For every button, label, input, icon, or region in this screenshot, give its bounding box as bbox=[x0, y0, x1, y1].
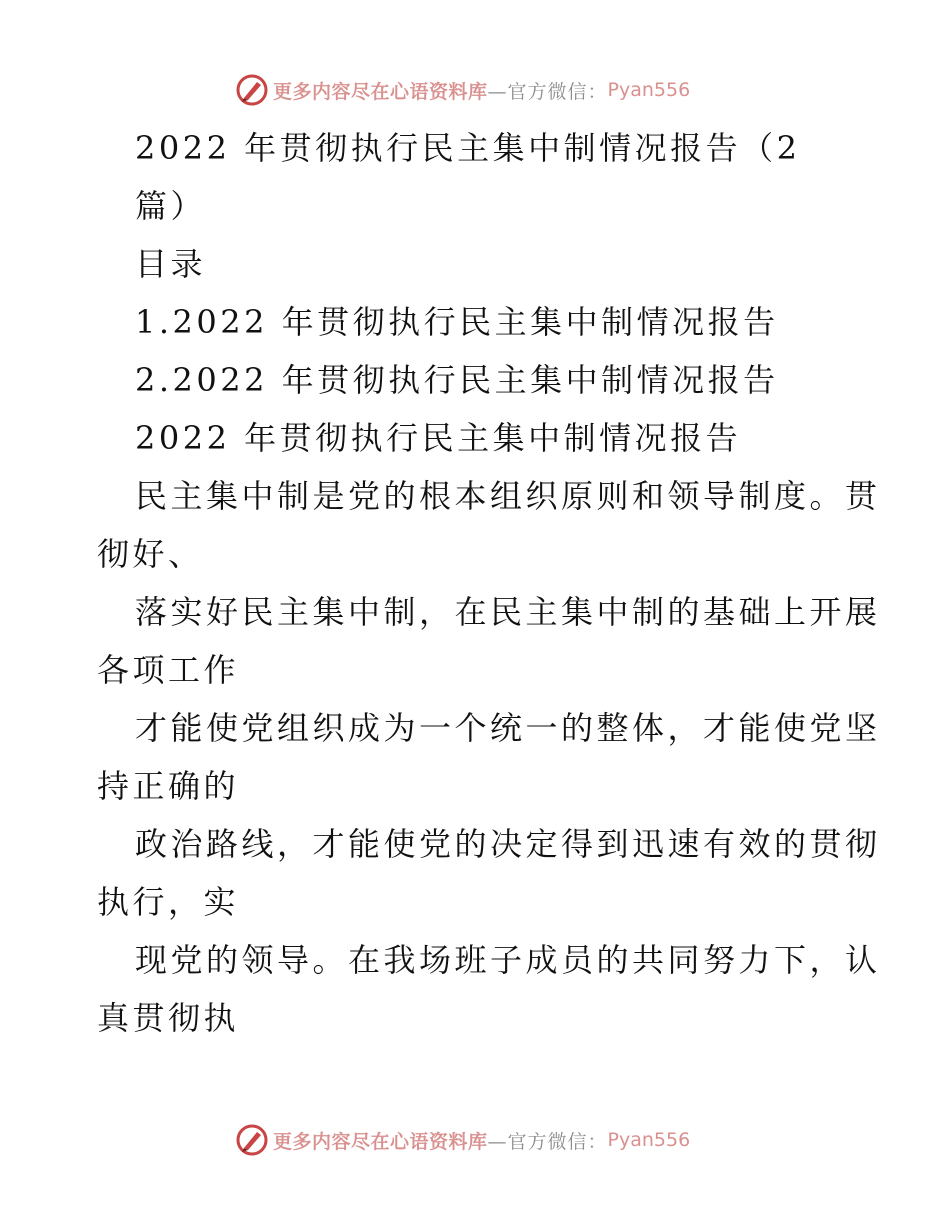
body-line: 现党的领导。在我场班子成员的共同努力下，认 bbox=[135, 941, 881, 979]
document-title-line-2: 篇） bbox=[135, 187, 207, 225]
toc-heading: 目录 bbox=[135, 245, 207, 283]
pen-logo-icon bbox=[235, 1123, 269, 1157]
watermark-wechat-id: Pyan556 bbox=[607, 79, 691, 101]
toc-item-1: 1.2022 年贯彻执行民主集中制情况报告 bbox=[135, 303, 779, 341]
body-line: 彻好、 bbox=[97, 535, 204, 573]
watermark-sub-text: —官方微信： bbox=[487, 1130, 608, 1153]
body-line: 落实好民主集中制，在民主集中制的基础上开展 bbox=[135, 593, 881, 631]
body-line: 政治路线，才能使党的决定得到迅速有效的贯彻 bbox=[135, 825, 881, 863]
document-title-line-1: 2022 年贯彻执行民主集中制情况报告（2 bbox=[135, 129, 801, 167]
body-line: 民主集中制是党的根本组织原则和领导制度。贯 bbox=[135, 477, 881, 515]
body-line: 执行，实 bbox=[97, 883, 240, 921]
body-line: 才能使党组织成为一个统一的整体，才能使党坚 bbox=[135, 709, 881, 747]
body-line: 持正确的 bbox=[97, 767, 240, 805]
section-title: 2022 年贯彻执行民主集中制情况报告 bbox=[135, 419, 742, 457]
watermark-main-text: 更多内容尽在心语资料库 bbox=[273, 1130, 488, 1153]
watermark-footer bbox=[235, 1122, 755, 1158]
body-line: 真贯彻执 bbox=[97, 999, 240, 1037]
body-line: 各项工作 bbox=[97, 651, 240, 689]
watermark-main-text: 更多内容尽在心语资料库 bbox=[273, 80, 488, 103]
toc-item-2: 2.2022 年贯彻执行民主集中制情况报告 bbox=[135, 361, 779, 399]
watermark-sub-text: —官方微信： bbox=[487, 80, 608, 103]
watermark-wechat-id: Pyan556 bbox=[607, 1129, 691, 1151]
